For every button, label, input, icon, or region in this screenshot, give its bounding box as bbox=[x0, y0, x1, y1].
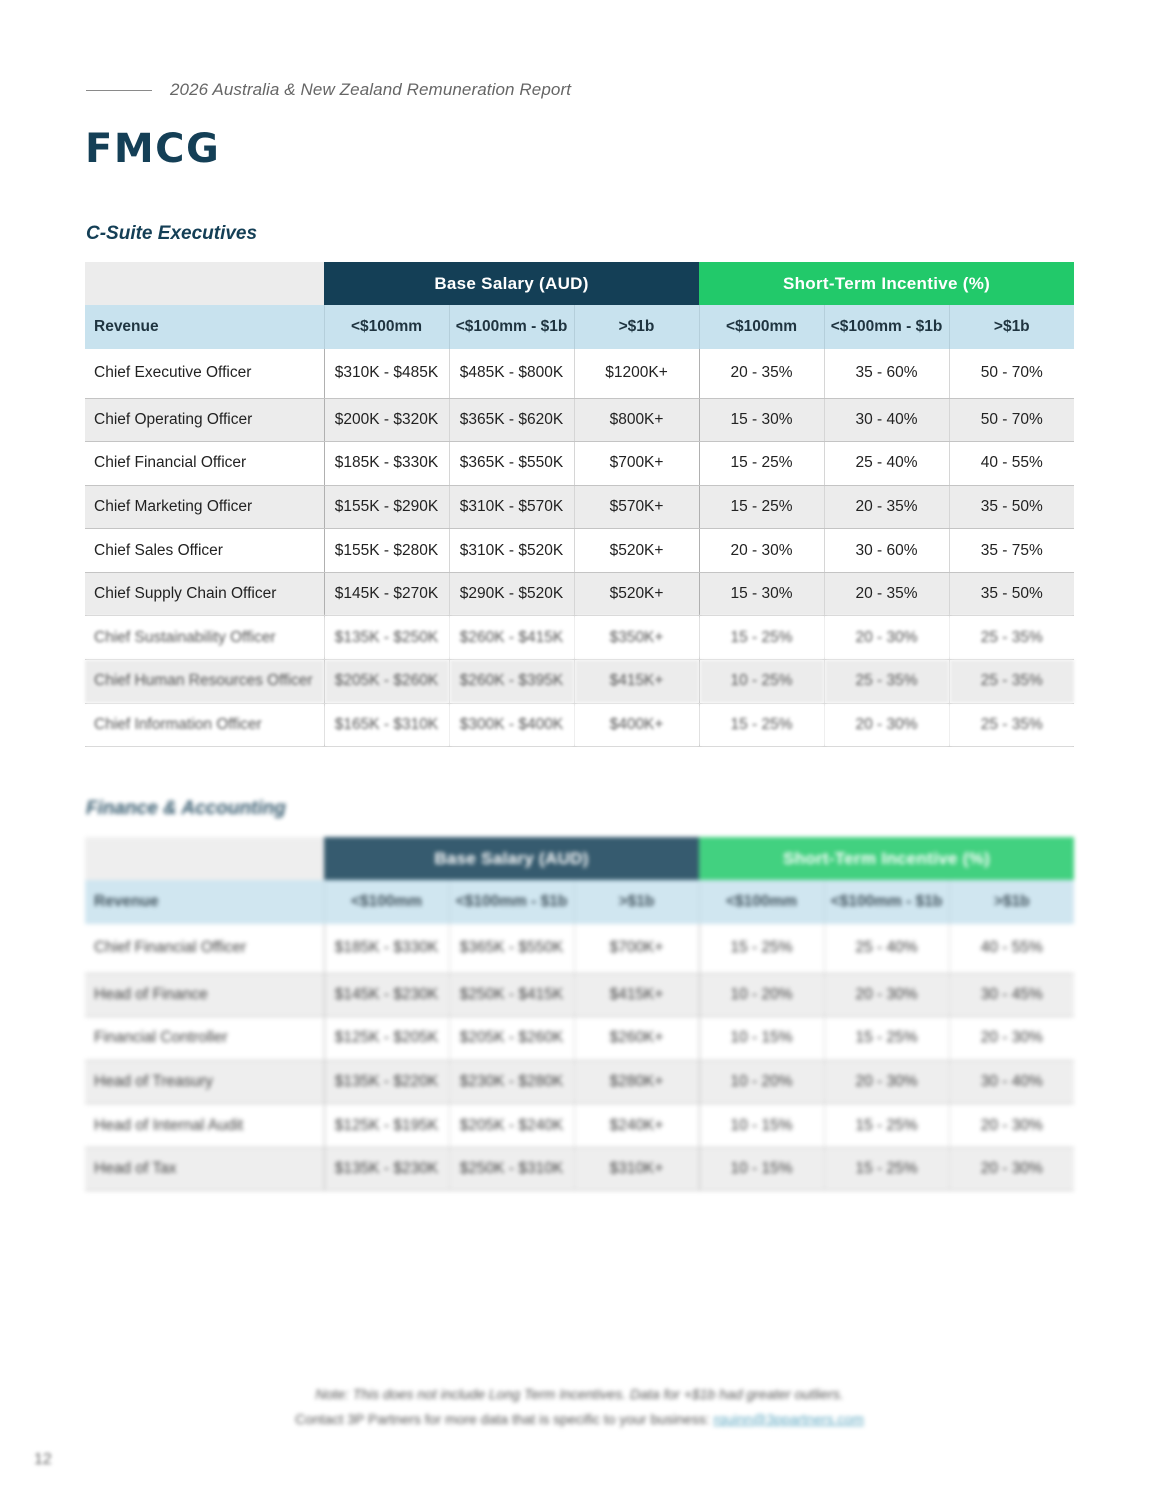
role-cell: Chief Information Officer bbox=[85, 703, 324, 747]
role-cell: Chief Marketing Officer bbox=[85, 485, 324, 529]
base-small-cell: $135K - $230K bbox=[324, 1147, 449, 1191]
base-salary-header: Base Salary (AUD) bbox=[324, 262, 699, 305]
base-mid-cell: $260K - $415K bbox=[449, 616, 574, 660]
revenue-label: Revenue bbox=[85, 305, 324, 349]
finance-table-body bbox=[85, 924, 1074, 1191]
base-large-cell: $240K+ bbox=[574, 1104, 699, 1148]
sti-mid-cell: 15 - 25% bbox=[824, 1017, 949, 1061]
base-mid-cell: $230K - $280K bbox=[449, 1060, 574, 1104]
table-row bbox=[85, 572, 1074, 616]
sti-large-cell: 20 - 30% bbox=[949, 1017, 1074, 1061]
page-title: FMCG bbox=[85, 126, 221, 172]
header-blank-cell bbox=[85, 262, 324, 305]
base-mid-cell: $485K - $800K bbox=[449, 349, 574, 398]
sti-large-cell: 30 - 45% bbox=[949, 973, 1074, 1017]
report-title: 2026 Australia & New Zealand Remuneration Report bbox=[170, 80, 572, 99]
base-large-cell: $700K+ bbox=[574, 442, 699, 486]
base-large-cell: $570K+ bbox=[574, 485, 699, 529]
base-small-cell: $145K - $270K bbox=[324, 572, 449, 616]
sti-mid-cell: 30 - 60% bbox=[824, 529, 949, 573]
base-small-cell: $205K - $260K bbox=[324, 660, 449, 704]
base-small-cell: $125K - $195K bbox=[324, 1104, 449, 1148]
base-mid-cell: $250K - $310K bbox=[449, 1147, 574, 1191]
sti-small-cell: 15 - 25% bbox=[699, 703, 824, 747]
table-row bbox=[85, 973, 1074, 1017]
base-mid-cell: $205K - $240K bbox=[449, 1104, 574, 1148]
base-large-cell: $280K+ bbox=[574, 1060, 699, 1104]
footer-contact bbox=[0, 1411, 1159, 1427]
sti-small-cell: 10 - 15% bbox=[699, 1104, 824, 1148]
col-base-small: <$100mm bbox=[324, 305, 449, 349]
sti-small-cell: 20 - 30% bbox=[699, 529, 824, 573]
base-small-cell: $200K - $320K bbox=[324, 398, 449, 442]
base-large-cell: $260K+ bbox=[574, 1017, 699, 1061]
revenue-header-row bbox=[85, 880, 1074, 924]
base-small-cell: $125K - $205K bbox=[324, 1017, 449, 1061]
base-large-cell: $700K+ bbox=[574, 924, 699, 973]
sti-large-cell: 40 - 55% bbox=[949, 442, 1074, 486]
sti-small-cell: 10 - 25% bbox=[699, 660, 824, 704]
sti-mid-cell: 35 - 60% bbox=[824, 349, 949, 398]
sti-large-cell: 25 - 35% bbox=[949, 660, 1074, 704]
sti-small-cell: 15 - 25% bbox=[699, 924, 824, 973]
section-title-finance: Finance & Accounting bbox=[86, 798, 286, 819]
col-base-mid: <$100mm - $1b bbox=[449, 880, 574, 924]
base-small-cell: $155K - $290K bbox=[324, 485, 449, 529]
sti-large-cell: 20 - 30% bbox=[949, 1147, 1074, 1191]
base-large-cell: $800K+ bbox=[574, 398, 699, 442]
sti-small-cell: 10 - 15% bbox=[699, 1147, 824, 1191]
c-suite-table-body bbox=[85, 349, 1074, 747]
col-base-large: >$1b bbox=[574, 880, 699, 924]
footer-note: Note: This does not include Long Term Incentives. Data for +$1b had greater outliers. bbox=[315, 1386, 844, 1402]
revenue-header-row bbox=[85, 305, 1074, 349]
role-cell: Chief Human Resources Officer bbox=[85, 660, 324, 704]
base-mid-cell: $365K - $550K bbox=[449, 442, 574, 486]
base-large-cell: $415K+ bbox=[574, 660, 699, 704]
base-mid-cell: $300K - $400K bbox=[449, 703, 574, 747]
base-large-cell: $520K+ bbox=[574, 572, 699, 616]
sti-small-cell: 10 - 15% bbox=[699, 1017, 824, 1061]
sti-mid-cell: 25 - 35% bbox=[824, 660, 949, 704]
col-base-large: >$1b bbox=[574, 305, 699, 349]
base-large-cell: $520K+ bbox=[574, 529, 699, 573]
sti-large-cell: 25 - 35% bbox=[949, 703, 1074, 747]
role-cell: Head of Finance bbox=[85, 973, 324, 1017]
role-cell: Head of Tax bbox=[85, 1147, 324, 1191]
sti-large-cell: 30 - 40% bbox=[949, 1060, 1074, 1104]
sti-large-cell: 50 - 70% bbox=[949, 349, 1074, 398]
base-small-cell: $135K - $220K bbox=[324, 1060, 449, 1104]
sti-mid-cell: 20 - 30% bbox=[824, 1060, 949, 1104]
header-rule bbox=[86, 90, 152, 91]
base-mid-cell: $205K - $260K bbox=[449, 1017, 574, 1061]
sti-large-cell: 20 - 30% bbox=[949, 1104, 1074, 1148]
col-sti-small: <$100mm bbox=[699, 880, 824, 924]
sti-mid-cell: 25 - 40% bbox=[824, 442, 949, 486]
sti-large-cell: 35 - 75% bbox=[949, 529, 1074, 573]
base-small-cell: $185K - $330K bbox=[324, 442, 449, 486]
revenue-label: Revenue bbox=[85, 880, 324, 924]
report-header bbox=[86, 80, 571, 100]
group-header-row bbox=[85, 837, 1074, 880]
sti-small-cell: 10 - 20% bbox=[699, 1060, 824, 1104]
base-salary-header: Base Salary (AUD) bbox=[324, 837, 699, 880]
table-row bbox=[85, 616, 1074, 660]
contact-text: Contact 3P Partners for more data that is specific to your business: bbox=[295, 1411, 714, 1427]
sti-header: Short-Term Incentive (%) bbox=[699, 262, 1074, 305]
sti-large-cell: 35 - 50% bbox=[949, 572, 1074, 616]
role-cell: Chief Sales Officer bbox=[85, 529, 324, 573]
sti-mid-cell: 25 - 40% bbox=[824, 924, 949, 973]
role-cell: Chief Financial Officer bbox=[85, 924, 324, 973]
sti-large-cell: 40 - 55% bbox=[949, 924, 1074, 973]
sti-mid-cell: 15 - 25% bbox=[824, 1147, 949, 1191]
role-cell: Chief Operating Officer bbox=[85, 398, 324, 442]
base-large-cell: $400K+ bbox=[574, 703, 699, 747]
base-mid-cell: $310K - $520K bbox=[449, 529, 574, 573]
sti-mid-cell: 20 - 35% bbox=[824, 572, 949, 616]
sti-mid-cell: 20 - 30% bbox=[824, 703, 949, 747]
table-row bbox=[85, 1017, 1074, 1061]
base-small-cell: $165K - $310K bbox=[324, 703, 449, 747]
sti-mid-cell: 20 - 30% bbox=[824, 616, 949, 660]
c-suite-table bbox=[85, 262, 1074, 747]
sti-small-cell: 20 - 35% bbox=[699, 349, 824, 398]
base-small-cell: $135K - $250K bbox=[324, 616, 449, 660]
col-sti-mid: <$100mm - $1b bbox=[824, 305, 949, 349]
sti-small-cell: 15 - 25% bbox=[699, 485, 824, 529]
role-cell: Chief Supply Chain Officer bbox=[85, 572, 324, 616]
section-title-c-suite: C-Suite Executives bbox=[86, 223, 258, 244]
table-row bbox=[85, 349, 1074, 398]
sti-mid-cell: 30 - 40% bbox=[824, 398, 949, 442]
role-cell: Financial Controller bbox=[85, 1017, 324, 1061]
contact-email-link[interactable]: rquinn@3ppartners.com bbox=[713, 1411, 864, 1427]
sti-small-cell: 15 - 25% bbox=[699, 616, 824, 660]
table-row bbox=[85, 1104, 1074, 1148]
sti-small-cell: 15 - 25% bbox=[699, 442, 824, 486]
page-number: 12 bbox=[34, 1451, 52, 1468]
role-cell: Chief Executive Officer bbox=[85, 349, 324, 398]
header-blank-cell bbox=[85, 837, 324, 880]
table-row bbox=[85, 1060, 1074, 1104]
sti-large-cell: 35 - 50% bbox=[949, 485, 1074, 529]
base-small-cell: $310K - $485K bbox=[324, 349, 449, 398]
role-cell: Chief Financial Officer bbox=[85, 442, 324, 486]
table-row bbox=[85, 660, 1074, 704]
sti-header: Short-Term Incentive (%) bbox=[699, 837, 1074, 880]
sti-large-cell: 50 - 70% bbox=[949, 398, 1074, 442]
base-large-cell: $350K+ bbox=[574, 616, 699, 660]
base-mid-cell: $290K - $520K bbox=[449, 572, 574, 616]
sti-mid-cell: 15 - 25% bbox=[824, 1104, 949, 1148]
col-sti-large: >$1b bbox=[949, 305, 1074, 349]
col-sti-large: >$1b bbox=[949, 880, 1074, 924]
role-cell: Head of Internal Audit bbox=[85, 1104, 324, 1148]
table-row bbox=[85, 1147, 1074, 1191]
base-mid-cell: $365K - $550K bbox=[449, 924, 574, 973]
table-row bbox=[85, 529, 1074, 573]
role-cell: Chief Sustainability Officer bbox=[85, 616, 324, 660]
group-header-row bbox=[85, 262, 1074, 305]
base-mid-cell: $365K - $620K bbox=[449, 398, 574, 442]
base-large-cell: $1200K+ bbox=[574, 349, 699, 398]
base-small-cell: $155K - $280K bbox=[324, 529, 449, 573]
sti-small-cell: 10 - 20% bbox=[699, 973, 824, 1017]
base-small-cell: $185K - $330K bbox=[324, 924, 449, 973]
col-sti-mid: <$100mm - $1b bbox=[824, 880, 949, 924]
col-sti-small: <$100mm bbox=[699, 305, 824, 349]
table-row bbox=[85, 485, 1074, 529]
table-row bbox=[85, 703, 1074, 747]
role-cell: Head of Treasury bbox=[85, 1060, 324, 1104]
col-base-small: <$100mm bbox=[324, 880, 449, 924]
table-row bbox=[85, 442, 1074, 486]
sti-mid-cell: 20 - 35% bbox=[824, 485, 949, 529]
base-mid-cell: $310K - $570K bbox=[449, 485, 574, 529]
base-small-cell: $145K - $230K bbox=[324, 973, 449, 1017]
sti-mid-cell: 20 - 30% bbox=[824, 973, 949, 1017]
base-mid-cell: $250K - $415K bbox=[449, 973, 574, 1017]
col-base-mid: <$100mm - $1b bbox=[449, 305, 574, 349]
table-row bbox=[85, 924, 1074, 973]
base-mid-cell: $260K - $395K bbox=[449, 660, 574, 704]
sti-large-cell: 25 - 35% bbox=[949, 616, 1074, 660]
base-large-cell: $310K+ bbox=[574, 1147, 699, 1191]
table-row bbox=[85, 398, 1074, 442]
base-large-cell: $415K+ bbox=[574, 973, 699, 1017]
finance-table bbox=[85, 837, 1074, 1191]
sti-small-cell: 15 - 30% bbox=[699, 572, 824, 616]
sti-small-cell: 15 - 30% bbox=[699, 398, 824, 442]
